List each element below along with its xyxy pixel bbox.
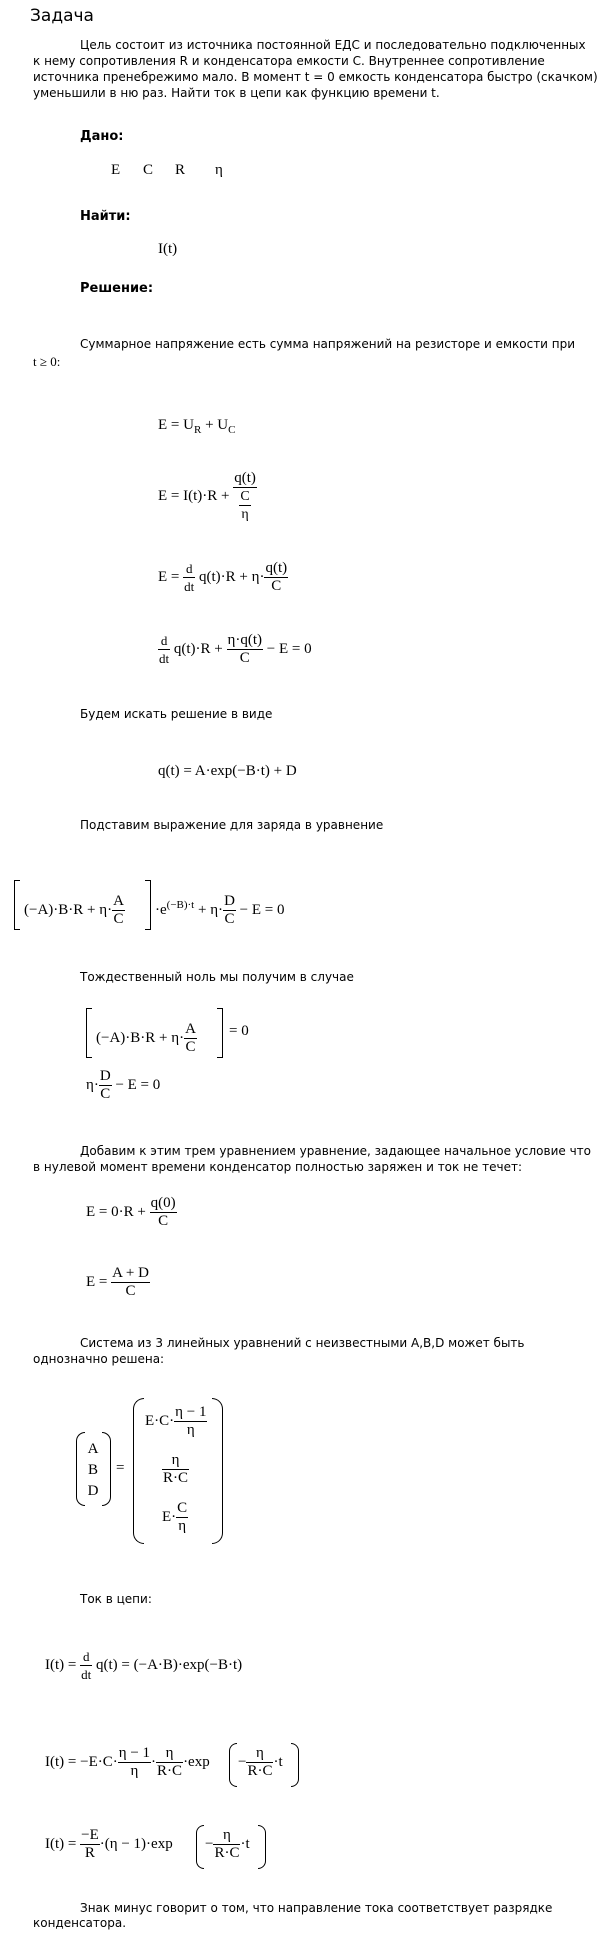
solution-p1: Суммарное напряжение есть сумма напряжений на резисторе и емкости при: [80, 337, 576, 351]
solution-p6-line-2: однозначно решена:: [33, 1352, 165, 1366]
left-paren: [196, 1825, 204, 1869]
solution-p1-condition: t ≥ 0:: [33, 354, 61, 369]
equation-3: E = $\frac{d}{dt}$ q(t)·R + η· $\frac{q(t)}{C}$: [158, 560, 288, 594]
equation-6: (−A)·B·R + η· $\frac{A}{C}$: [24, 893, 124, 927]
given-var-R: R: [175, 162, 186, 178]
equation-6-tail: $\cdot e^{(-B)\cdot t} + \eta\cdot$ $\frac{D}{C}$ − E = 0: [155, 893, 285, 927]
solution-p4: Тождественный ноль мы получим в случае: [80, 970, 354, 984]
find-expr: I(t): [158, 241, 178, 257]
solution-p7: Ток в цепи:: [80, 1592, 152, 1606]
equation-current-2: I(t) = −E·C· $\frac{\eta - 1}{\eta}$ · $\frac{\eta}{R\cdot C}$ ·exp: [45, 1745, 210, 1779]
matrix-entry-3: E· $\frac{C}{\eta}$: [162, 1500, 188, 1534]
solution-p5-line-1: Добавим к этим трем уравнением уравнение, задающее начальное условие что: [80, 1144, 592, 1158]
matrix-entry-1: E·C· $\frac{\eta - 1}{\eta}$: [145, 1404, 207, 1438]
right-paren: [212, 1398, 223, 1544]
equation-current-3: I(t) = $\frac{-E}{R}$ ·(η − 1)·exp: [45, 1827, 173, 1861]
right-paren: [102, 1432, 111, 1506]
given-var-eta: η: [215, 162, 223, 178]
left-bracket: [86, 1008, 92, 1058]
page-title: Задача: [30, 6, 94, 26]
right-bracket: [217, 1008, 223, 1058]
vector-A: A: [87, 1441, 99, 1457]
intro-line-1: Цель состоит из источника постоянной ЕДС и последовательно подключенных: [80, 38, 586, 52]
intro-line-4: уменьшили в ню раз. Найти ток в цепи как функцию времени t.: [33, 86, 440, 100]
equation-5: q(t) = A·exp(−B·t) + D: [158, 763, 297, 779]
given-var-C: C: [143, 162, 154, 178]
solution-p3: Подставим выражение для заряда в уравнение: [80, 818, 384, 832]
right-bracket: [145, 880, 151, 930]
left-paren: [229, 1743, 237, 1787]
intro-line-2: к нему сопротивления R и конденсатора емкости C. Внутреннее сопротивление: [33, 54, 545, 68]
solution-p5-line-2: в нулевой момент времени конденсатор полностью заряжен и ток не течет:: [33, 1160, 523, 1174]
equation-9: E = 0·R + $\frac{q(0)}{C}$: [86, 1195, 176, 1229]
find-label: Найти:: [80, 209, 131, 224]
equation-current-1: I(t) = $\frac{d}{dt}$ q(t) = (−A·B)·exp(−B·t): [45, 1649, 243, 1682]
left-paren: [133, 1398, 144, 1544]
equation-7: (−A)·B·R + η· $\frac{A}{C}$: [96, 1021, 196, 1055]
left-bracket: [14, 880, 20, 930]
right-paren: [258, 1825, 266, 1869]
equation-1: $E = U_R + U_C$: [158, 417, 236, 436]
solution-p6-line-1: Система из 3 линейных уравнений с неизвестными A,B,D может быть: [80, 1336, 525, 1350]
intro-line-3: источника пренебрежимо мало. В момент t = 0 емкость конденсатора быстро (скачком): [33, 70, 598, 84]
matrix-equals: =: [116, 1460, 125, 1476]
solution-label: Решение:: [80, 281, 154, 296]
given-var-E: E: [111, 162, 121, 178]
right-paren: [291, 1743, 299, 1787]
equation-10: E = $\frac{A + D}{C}$: [86, 1265, 149, 1299]
vector-B: B: [87, 1462, 98, 1478]
solution-p2: Будем искать решение в виде: [80, 707, 273, 721]
equation-4: $\frac{d}{dt}$ q(t)·R + $\frac{\eta\cdot q(t)}{C}$ − E = 0: [159, 632, 312, 666]
equation-current-2-arg: − $\frac{\eta}{R\cdot C}$ ·t: [238, 1745, 283, 1779]
matrix-entry-2: $\frac{\eta}{R\cdot C}$: [163, 1452, 189, 1486]
equation-7-tail: = 0: [229, 1023, 249, 1039]
solution-p8-line-2: конденсатора.: [33, 1916, 127, 1930]
vector-D: D: [87, 1483, 99, 1499]
solution-p8-line-1: Знак минус говорит о том, что направление тока соответствует разрядке: [80, 1901, 553, 1915]
given-label: Дано:: [80, 129, 124, 144]
equation-8: η· $\frac{D}{C}$ − E = 0: [86, 1068, 161, 1102]
equation-current-3-arg: − $\frac{\eta}{R\cdot C}$ ·t: [205, 1827, 250, 1861]
equation-2: E = I(t)·R + $\frac{q(t)}{\frac{C}{\eta}}$: [158, 470, 256, 522]
